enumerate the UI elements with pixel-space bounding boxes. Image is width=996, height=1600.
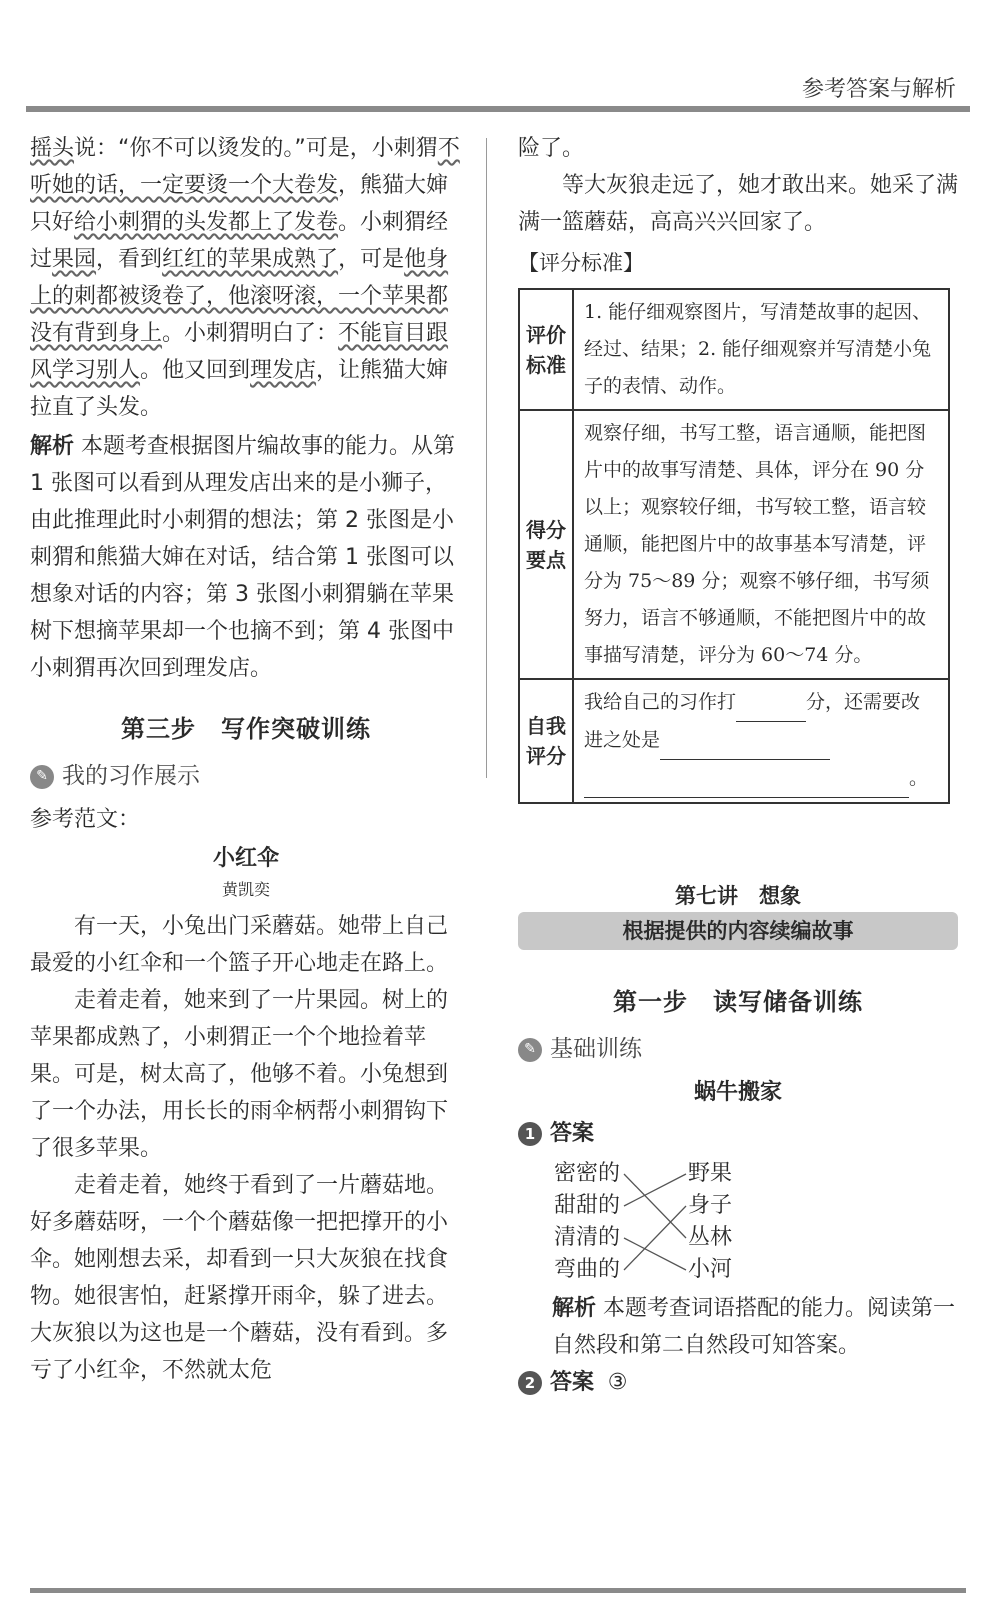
analysis-text: 本题考查词语搭配的能力。阅读第一自然段和第二自然段可知答案。 <box>552 1296 956 1358</box>
analysis-label: 解析 <box>552 1296 597 1321</box>
essay-author: 黄凯奕 <box>221 880 270 899</box>
essay-paragraph: 等大灰狼走远了，她才敢出来。她采了满满一篮蘑菇，高高兴兴回家了。 <box>518 173 959 235</box>
right-word: 小河 <box>688 1257 733 1282</box>
reference-label: 参考范文： <box>30 807 141 832</box>
lesson-banner <box>518 880 958 950</box>
analysis-label: 解析 <box>30 434 75 459</box>
question-number: 1 <box>518 1122 542 1146</box>
question-2-answer <box>518 1364 958 1401</box>
right-word: 身子 <box>688 1193 733 1218</box>
match-line <box>624 1174 686 1206</box>
essay-paragraph: 走着走着，她来到了一片果园。树上的苹果都成熟了，小刺猬正一个个地捡着苹果。可是，树太高了，他够不着。小兔想到了一个办法，用长长的雨伞柄帮小刺猬钩下了很多苹果。 <box>30 988 449 1161</box>
underlined-answer: 不能盲目跟风学习别人 <box>30 321 449 383</box>
section-head-basic <box>518 1031 958 1068</box>
question-1-answer <box>518 1115 958 1152</box>
step-one-title: 第一步 读写储备训练 <box>613 988 863 1016</box>
match-left-words <box>554 1158 620 1286</box>
section-head-text: 基础训练 <box>550 1036 642 1062</box>
row-text-points: 观察仔细，书写工整，语言通顺，能把图片中的故事写清楚、具体，评分在 90 分以上；观察较仔细，书写较工整，语言较通顺，能把图片中的故事基本写清楚，评分为 75～89 分；观察不够仔细，书写须努力，语言不够通顺，不能把图片中的故事描写清楚，评分为 60～74 分。 <box>573 410 949 679</box>
story-text: ，看到 <box>96 247 163 272</box>
row-label-self: 自我评分 <box>519 679 573 803</box>
story-answer <box>30 130 462 426</box>
row-label-criteria: 评价标准 <box>519 289 573 410</box>
table-row <box>519 679 949 803</box>
analysis-paragraph <box>30 428 462 687</box>
improve-blank[interactable] <box>660 722 830 760</box>
left-word: 弯曲的 <box>554 1257 621 1282</box>
right-column <box>518 130 958 1401</box>
self-score-text-b: 分，还需要改进之处是 <box>584 691 921 751</box>
table-row <box>519 289 949 410</box>
section-head-text: 我的习作展示 <box>62 763 200 789</box>
essay-continuation: 险了。 <box>518 136 585 161</box>
question-number: 2 <box>518 1371 542 1395</box>
underlined-answer: 给小刺猬的头发都上了发卷 <box>74 210 339 235</box>
left-column <box>30 130 462 1389</box>
page-header-title: 参考答案与解析 <box>801 77 956 102</box>
underlined-answer: 红红的苹果成熟了 <box>162 247 339 272</box>
score-table <box>518 288 950 804</box>
header-rule <box>26 106 970 112</box>
table-row <box>519 410 949 679</box>
score-standard-label: 【评分标准】 <box>518 251 644 275</box>
underlined-answer: 摇头 <box>30 136 75 161</box>
match-right-words <box>688 1158 732 1286</box>
answer-label: 答案 <box>550 1370 595 1395</box>
self-score-text-a: 我给自己的习作打 <box>584 691 737 713</box>
right-word: 野果 <box>688 1161 733 1186</box>
story-text: ，让熊猫大婶拉直了头发。 <box>30 358 449 420</box>
essay-title: 小红伞 <box>212 846 279 871</box>
row-label-points: 得分要点 <box>519 410 573 679</box>
row-text-self <box>573 679 949 803</box>
column-divider <box>486 138 487 778</box>
left-word: 密密的 <box>554 1161 621 1186</box>
clipboard-icon: ✎ <box>518 1038 542 1062</box>
section-head-showcase <box>30 758 462 795</box>
improve-blank-2[interactable] <box>584 760 909 798</box>
row-text-criteria: 1. 能仔细观察图片，写清楚故事的起因、经过、结果；2. 能仔细观察并写清楚小兔子的表情、动作。 <box>573 289 949 410</box>
lesson-banner-title: 第七讲 想象 <box>675 884 801 908</box>
story-text: 。他又回到 <box>140 358 251 383</box>
story-text: ，熊猫大婶只好 <box>30 173 449 235</box>
story-text: 。小刺猬明白了： <box>162 321 339 346</box>
story-text: 。小刺猬经过 <box>30 210 449 272</box>
analysis-text: 本题考查根据图片编故事的能力。从第 1 张图可以看到从理发店出来的是小狮子，由此推理此时小刺猬的想法；第 2 张图是小刺猬和熊猫大婶在对话，结合第 1 张图可以想象对话的内容；第 3 张图小刺猬躺在苹果树下想摘苹果却一个也摘不到；第 4 张图中小刺猬再次回到理发店。 <box>30 434 456 681</box>
underlined-answer: 理发店 <box>250 358 317 383</box>
left-word: 甜甜的 <box>554 1193 621 1218</box>
underlined-answer: 他身上的刺都被烫卷了，他滚呀滚，一个苹果都没有背到身上 <box>30 247 449 346</box>
story-text: ，可是 <box>338 247 405 272</box>
word-matching <box>518 1158 958 1286</box>
bottom-rule <box>30 1588 966 1593</box>
poem-title: 蜗牛搬家 <box>693 1080 782 1105</box>
step-three-title: 第三步 写作突破训练 <box>121 715 371 743</box>
analysis-paragraph <box>518 1290 958 1364</box>
clipboard-icon: ✎ <box>30 765 54 789</box>
essay-paragraph: 走着走着，她终于看到了一片蘑菇地。好多蘑菇呀，一个个蘑菇像一把把撑开的小伞。她刚想去采，却看到一只大灰狼在找食物。她很害怕，赶紧撑开雨伞，躲了进去。大灰狼以为这也是一个蘑菇，没有看到。多亏了小红伞，不然就太危 <box>30 1173 449 1383</box>
essay-paragraph: 有一天，小兔出门采蘑菇。她带上自己最爱的小红伞和一个篮子开心地走在路上。 <box>30 914 449 976</box>
self-score-end: 。 <box>909 767 929 789</box>
matching-lines <box>622 1158 688 1286</box>
score-blank[interactable] <box>736 684 806 722</box>
match-line <box>624 1174 686 1238</box>
match-line <box>624 1238 686 1270</box>
lesson-banner-subtitle: 根据提供的内容续编故事 <box>518 912 958 950</box>
right-word: 丛林 <box>688 1225 733 1250</box>
left-word: 清清的 <box>554 1225 621 1250</box>
answer-label: 答案 <box>550 1121 595 1146</box>
answer-value: ③ <box>607 1370 628 1395</box>
story-text: 说：“你不可以烫发的。”可是，小刺猬 <box>74 136 438 161</box>
match-line <box>624 1206 686 1270</box>
underlined-answer: 不听她的话，一定要烫一个大卷发 <box>30 136 460 198</box>
underlined-answer: 果园 <box>52 247 97 272</box>
